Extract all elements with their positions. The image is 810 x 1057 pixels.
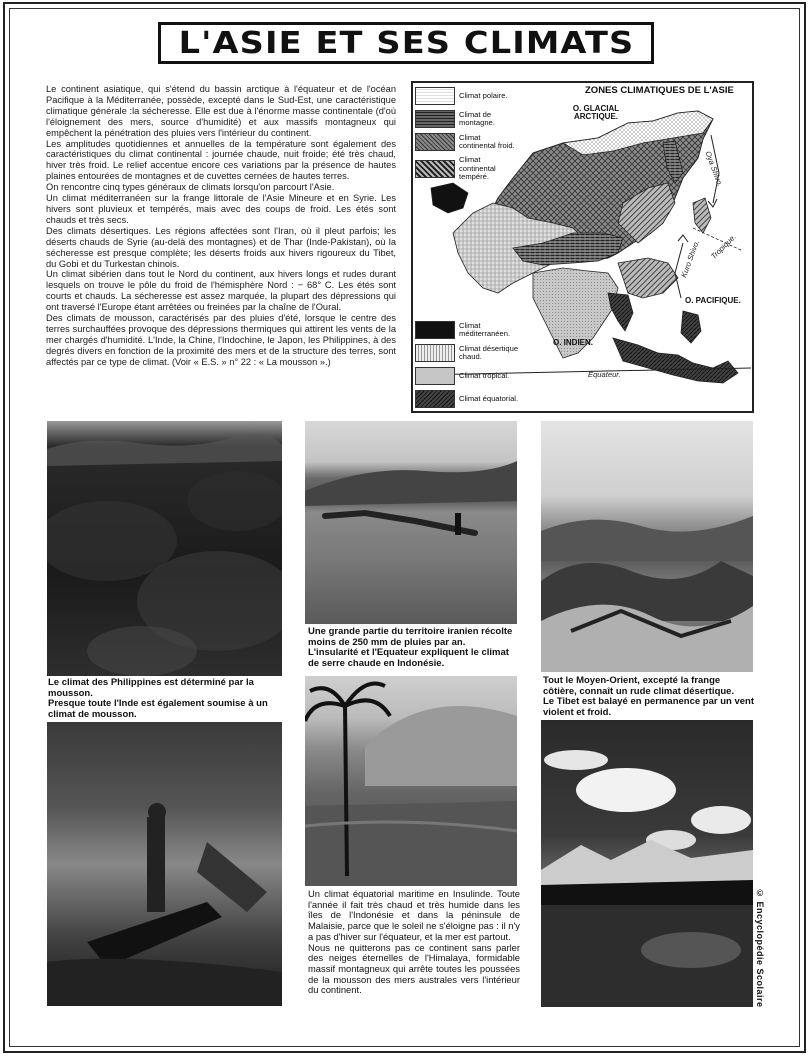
caption-line: Presque toute l'Inde est également soumise à un climat de mousson. <box>48 698 268 720</box>
legend-swatch-equatorial <box>415 390 455 408</box>
photo-middle-east-desert <box>541 421 753 672</box>
map-label-arctic: O. GLACIAL ARCTIQUE. <box>572 104 620 121</box>
map-label-kuroshivo: Kuro Shivo. <box>679 238 702 279</box>
legend-item-polar <box>415 87 519 105</box>
photo-palm-texture <box>305 676 517 886</box>
legend-label: Climat continental tempéré. <box>459 155 496 181</box>
map-title: ZONES CLIMATIQUES DE L'ASIE <box>585 85 734 96</box>
legend-label: Climat désertique chaud. <box>459 343 519 361</box>
photo-caravan-texture <box>305 421 517 624</box>
photo-tibet-himalaya <box>541 720 753 1007</box>
climate-map <box>411 81 754 413</box>
legend-swatch-continental-cold <box>415 133 455 151</box>
legend-item-mountain <box>415 110 519 128</box>
legend-item-continental-temperate <box>415 156 519 182</box>
caption-line: Le climat des Philippines est déterminé par la mousson. <box>48 677 254 699</box>
caption-line: Le Tibet est balayé en permanence par un vent violent et froid. <box>543 696 755 718</box>
intro-text <box>46 84 396 368</box>
photo-forest-texture <box>47 421 282 676</box>
intro-paragraph: Un climat méditerranéen sur la frange littorale de l'Asie Mineure et en Syrie. Les hivers sont pluvieux et tempérés, mais avec des coups de froid. Les étés sont chauds et très secs. <box>46 193 396 225</box>
legend-swatch-tropical <box>415 367 455 385</box>
legend-swatch-mediterranean <box>415 321 455 339</box>
photo-iran-caravan <box>305 421 517 624</box>
map-label-pacific: O. PACIFIQUE. <box>685 296 741 305</box>
photo-himalaya-texture <box>541 720 753 1007</box>
intro-paragraph: Les amplitudes quotidiennes et annuelles de la température sont également des caractéristiques du climat continental : journée chaude, nuit froide; été très chaud, hiver très froid. Le relief accentue encore ces variations par la présence de hautes plaines entourées de montagnes et de cuvettes cernées de hautes terres. <box>46 138 396 182</box>
caption-line: Une grande partie du territoire iranien récolte moins de 250 mm de pluies par an. <box>308 626 513 648</box>
caption-philippines <box>48 678 284 720</box>
legend-label: Climat méditerranéen. <box>459 320 511 338</box>
legend-item-equatorial <box>415 390 519 408</box>
page-title: L'ASIE ET SES CLIMATS <box>178 25 634 61</box>
photo-canoe-texture <box>47 722 282 1006</box>
legend-swatch-desert <box>415 344 455 362</box>
map-label-equator: Équateur. <box>588 370 621 379</box>
legend-item-mediterranean <box>415 321 519 339</box>
legend-label: Climat tropical. <box>459 370 510 380</box>
legend-item-continental-cold <box>415 133 519 151</box>
intro-paragraph: Un climat sibérien dans tout le Nord du continent, aux hivers longs et rudes durant lesquels on trouve le pôle du froid de l'hémisphère Nord : − 68° C. Les étés sont courts et chauds. La sécheresse est assez marquée, la plupart des dépressions qui ont traversé l'Europe étant arrêtées ou freinées par la chaîne de l'Oural. <box>46 269 396 313</box>
caption-line: Tout le Moyen-Orient, excepté la frange côtière, connaît un rude climat désertique. <box>543 675 735 697</box>
page-title-box <box>158 22 654 64</box>
caption-line: L'insularité et l'Equateur expliquent le climat de serre chaude en Indonésie. <box>308 647 509 669</box>
legend-label: Climat continental froid. <box>459 132 515 150</box>
caption-insulinde <box>308 889 520 996</box>
caption-iran <box>308 627 520 669</box>
photo-india-canoe <box>47 722 282 1006</box>
legend-swatch-polar <box>415 87 455 105</box>
photo-philippines-forest <box>47 421 282 676</box>
legend-swatch-mountain <box>415 110 455 128</box>
legend-item-tropical <box>415 367 519 385</box>
caption-line: Nous ne quitterons pas ce continent sans parler des neiges éternelles de l'Himalaya, formidable massif montagneux qui arrête toutes les poussées de la mousson des mers australes vers l'intérieur du continent. <box>308 941 520 996</box>
caption-line: Un climat équatorial maritime en Insulinde. Toute l'année il fait très chaud et très humide dans les îles de l'Indonésie et dans la péninsule de Malaisie, parce que le soleil ne s'éloigne pas : il n'y a pas d'hiver sur l'équateur, et la mer est partout. <box>308 888 520 942</box>
intro-paragraph: Des climats désertiques. Les régions affectées sont l'Iran, où il pleut parfois; les déserts chauds de Syrie (au-delà des montagnes) et de Thar (Inde-Pakistan), où la sécheresse est presque complète; les déserts froids aux hivers rigoureux du Tibet, du Gobi et du Turkestan chinois. <box>46 225 396 269</box>
intro-paragraph: Des climats de mousson, caractérisés par des pluies d'été, lorsque le centre des terres surchauffées provoque des dépressions thermiques qui attirent les vents de la mer chargés d'humidité. L'Inde, la Chine, l'Indochine, le Japon, les Philippines, à des degrés divers en fonction de la proximité des mers et de la structure des terres, sont affectés par ce type de climat. (Voir « E.S. » n° 22 : « La mousson ».) <box>46 313 396 367</box>
legend-swatch-continental-temperate <box>415 160 455 178</box>
intro-paragraph: Le continent asiatique, qui s'étend du bassin arctique à l'équateur et de l'océan Pacifique à la Méditerranée, possède, excepté dans le Sud-Est, une caractéristique climatique générale :la sécheresse. Elle est due à l'énorme masse continentale (d'où l'éloignement des mers, source d'humidité) et aux massifs montagneux qui empêchent la pénétration des pluies vers l'intérieur du continent. <box>46 84 396 138</box>
legend-label: Climat équatorial. <box>459 393 519 403</box>
map-label-tropique: Tropique. <box>709 232 738 261</box>
photo-indonesia-palm <box>305 676 517 886</box>
legend-item-desert <box>415 344 519 362</box>
intro-paragraph: On rencontre cinq types généraux de climats lorsqu'on parcourt l'Asie. <box>46 182 335 193</box>
legend-label: Climat de montagne. <box>459 109 495 127</box>
photo-desert-texture <box>541 421 753 672</box>
map-label-indian: O. INDIEN. <box>553 338 594 347</box>
map-label-oyashivo: Oya Shivo. <box>703 149 725 188</box>
legend-label: Climat polaire. <box>459 90 508 100</box>
caption-middle-east <box>543 676 755 718</box>
copyright-credit: © Encyclopédie Scolaire <box>755 888 765 1008</box>
